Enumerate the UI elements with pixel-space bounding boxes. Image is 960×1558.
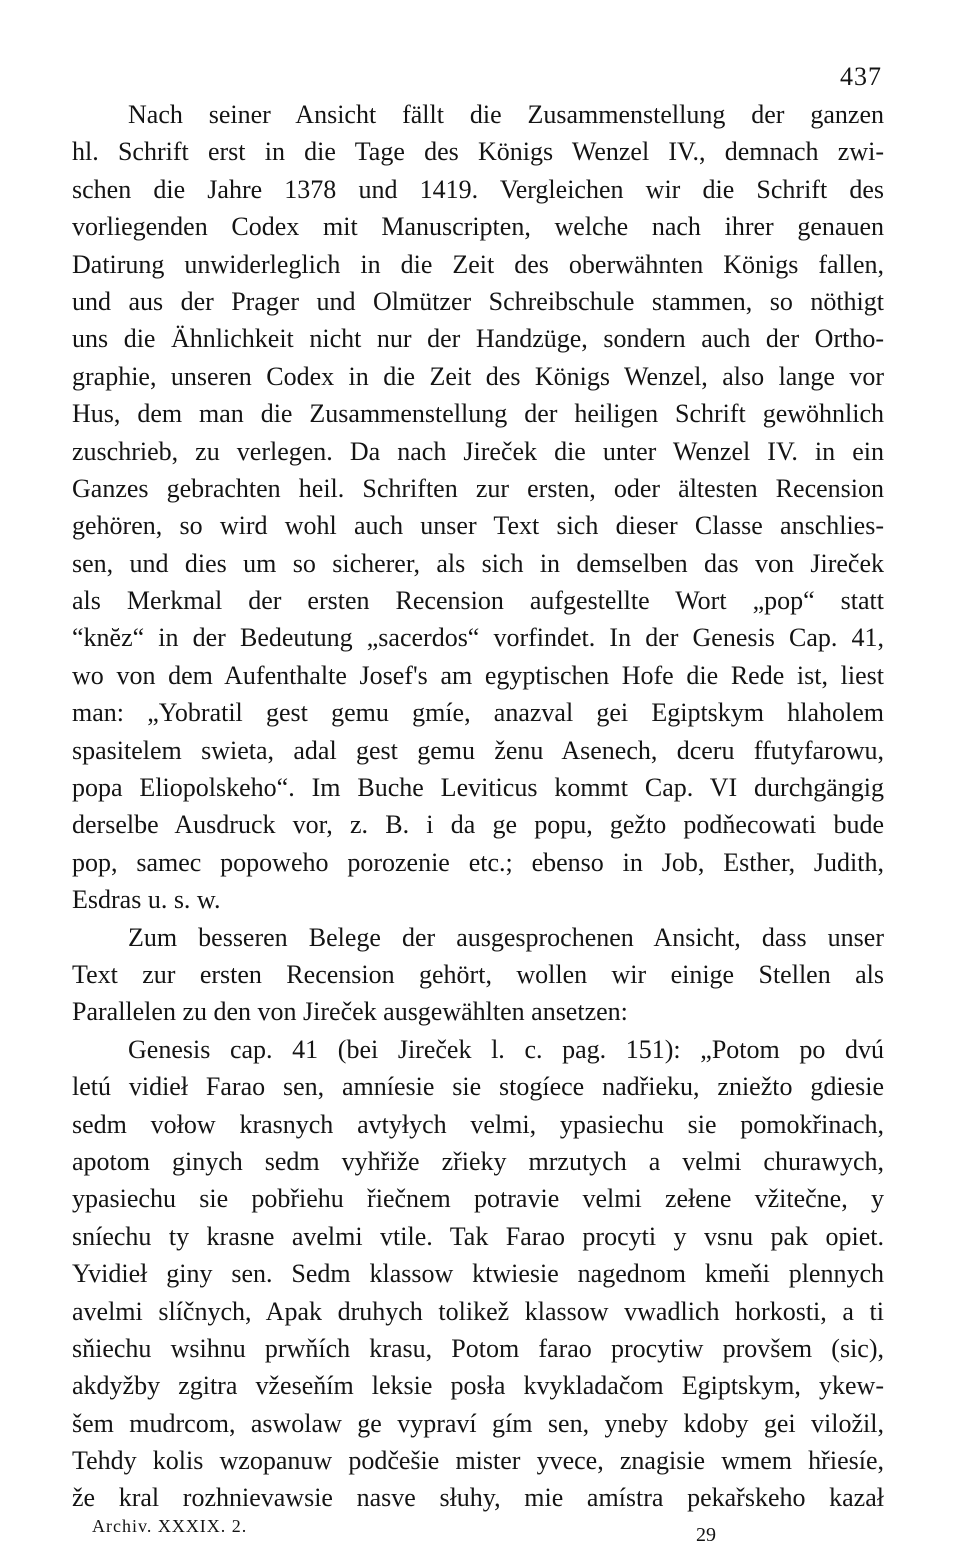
text-line: sedm vołow krasnych avtyłych velmi, ypasiechu sie pomokřinach, xyxy=(72,1109,884,1139)
text-line: spasitelem swieta, adal gest gemu ženu Asenech, dceru ffutyfarowu, xyxy=(72,735,884,765)
text-line: Esdras u. s. w. xyxy=(72,885,221,915)
text-line: vorliegenden Codex mit Manuscripten, welche nach ihrer genauen xyxy=(72,212,884,242)
text-line: derselbe Ausdruck vor, z. B. i da ge popu, gežto podňecowati bude xyxy=(72,810,884,840)
text-line: Genesis cap. 41 (bei Jireček l. c. pag. 151): „Potom po dvú xyxy=(128,1034,884,1064)
footer-signature: Archiv. XXXIX. 2. xyxy=(92,1516,248,1536)
text-line: gehören, so wird wohl auch unser Text sich dieser Classe anschlies- xyxy=(72,511,884,541)
footer-sheet-number: 29 xyxy=(696,1524,716,1546)
text-line: sníechu ty krasne avelmi vtile. Tak Farao procyti y vsnu pak opiet. xyxy=(72,1221,884,1251)
text-line: popa Eliopolskeho“. Im Buche Leviticus kommt Cap. VI durchgängig xyxy=(72,773,884,803)
text-line: als Merkmal der ersten Recension aufgestellte Wort „pop“ statt xyxy=(72,586,884,616)
text-line: šem mudrcom, aswolaw ge vypraví gím sen, yneby kdoby gei viložil, xyxy=(72,1408,884,1438)
text-line: avelmi slíčnych, Apak druhych tolikež klassow vwadlich horkosti, a ti xyxy=(72,1296,884,1326)
text-line: hl. Schrift erst in die Tage des Königs Wenzel IV., demnach zwi- xyxy=(72,137,884,167)
page-number: 437 xyxy=(840,62,882,91)
text-line: graphie, unseren Codex in die Zeit des Königs Wenzel, also lange vor xyxy=(72,361,884,391)
text-line: Datirung unwiderleglich in die Zeit des oberwähnten Königs fallen, xyxy=(72,249,884,279)
text-line: Text zur ersten Recension gehört, wollen wir einige Stellen als xyxy=(72,959,884,989)
text-line: apotom ginych sedm vyhřiže zřieky mrzutych a velmi churawych, xyxy=(72,1146,884,1176)
text-line: ypasiechu sie pobřiehu řiečnem potravie velmi zełene vžitečne, y xyxy=(72,1184,884,1214)
text-line: Tehdy kolis wzopanuw podčešie mister yvece, znagisie wmem hřiesíe, xyxy=(72,1446,884,1476)
text-line: sen, und dies um so sicherer, als sich in demselben das von Jireček xyxy=(72,548,884,578)
text-line: wo von dem Aufenthalte Josef's am egyptischen Hofe die Rede ist, liest xyxy=(72,660,884,690)
text-line: man: „Yobratil gest gemu gmíe, anazval gei Egiptskym hlaholem xyxy=(72,698,884,728)
text-line: zuschrieb, zu verlegen. Da nach Jireček die unter Wenzel IV. in ein xyxy=(72,436,884,466)
text-line: Ganzes gebrachten heil. Schriften zur ersten, oder ältesten Recension xyxy=(72,473,884,503)
text-line: akdyžby zgitra vžeseňím leksie posła kvykladačom Egiptskym, ykew- xyxy=(72,1371,884,1401)
text-line: Hus, dem man die Zusammenstellung der heiligen Schrift gewöhnlich xyxy=(72,399,884,429)
text-line: schen die Jahre 1378 und 1419. Vergleichen wir die Schrift des xyxy=(72,174,884,204)
text-line: und aus der Prager und Olmützer Schreibschule stammen, so nöthigt xyxy=(72,286,884,316)
body-text xyxy=(72,96,884,1517)
text-line: letú vidieł Farao sen, amníesie sie stogíece nadřieku, zniežto gdiesie xyxy=(72,1072,884,1102)
text-line: pop, samec popoweho porozenie etc.; ebenso in Job, Esther, Judith, xyxy=(72,847,884,877)
text-line: uns die Ähnlichkeit nicht nur der Handzüge, sondern auch der Ortho- xyxy=(72,324,884,354)
text-line: Parallelen zu den von Jireček ausgewählten ansetzen: xyxy=(72,997,628,1027)
text-line: “knĕz“ in der Bedeutung „sacerdos“ vorfindet. In der Genesis Cap. 41, xyxy=(72,623,884,653)
text-line: sňiechu wsihnu prwňích krasu, Potom farao procytiw provšem (sic), xyxy=(72,1333,884,1363)
text-line: Nach seiner Ansicht fällt die Zusammenstellung der ganzen xyxy=(128,100,884,129)
text-line: Zum besseren Belege der ausgesprochenen Ansicht, dass unser xyxy=(128,922,884,952)
text-line: Yvidieł giny sen. Sedm klassow ktwiesie nagednom kmeňi plennych xyxy=(72,1259,884,1289)
text-line: že kral rozhnievawsie nasve słuhy, mie amístra pekařskeho kazał xyxy=(72,1483,884,1513)
